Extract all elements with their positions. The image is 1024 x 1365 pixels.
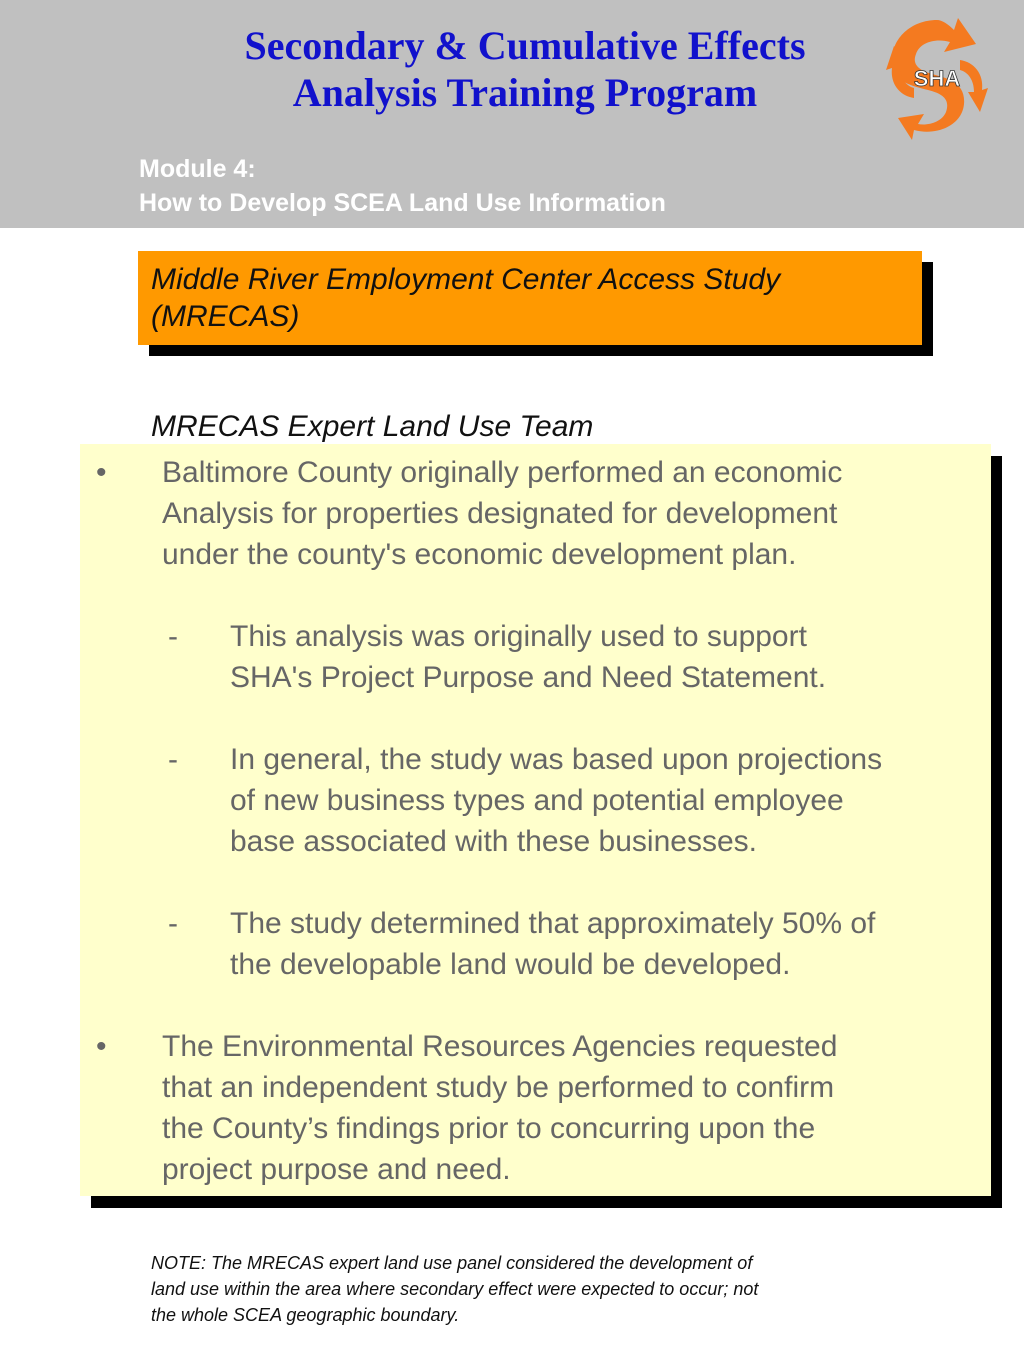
dash-marker: - (168, 743, 178, 776)
sha-logo (884, 16, 990, 140)
title-line-1: Secondary & Cumulative Effects (244, 23, 806, 68)
dash-marker: - (168, 620, 178, 653)
bullet-1-line-3: under the county's economic development plan. (162, 538, 797, 571)
bullet-marker: • (96, 456, 107, 489)
sub-3-line-2: the developable land would be developed. (230, 948, 791, 981)
sub-2-line-2: of new business types and potential employee (230, 784, 844, 817)
bullet-2-line-3: the County’s findings prior to concurring upon the (162, 1112, 816, 1145)
banner-line-2: (MRECAS) (151, 300, 300, 333)
bullet-1-line-1: Baltimore County originally performed an economic (162, 456, 843, 489)
note-line-1: NOTE: The MRECAS expert land use panel considered the development of (151, 1253, 753, 1273)
sub-2-line-1: In general, the study was based upon projections (230, 743, 883, 776)
study-banner (138, 251, 922, 345)
logo-text: SHA (913, 66, 961, 91)
module-line-1: Module 4: (139, 155, 256, 183)
module-subtitle (139, 152, 666, 220)
bullet-marker: • (96, 1030, 107, 1063)
footnote (151, 1250, 951, 1328)
bullet-2-line-1: The Environmental Resources Agencies requested (162, 1030, 838, 1063)
title-line-2: Analysis Training Program (292, 70, 758, 115)
note-line-2: land use within the area where secondary effect were expected to occur; not (151, 1279, 759, 1299)
bullet-2-line-4: project purpose and need. (162, 1153, 511, 1186)
banner-line-1: Middle River Employment Center Access Study (151, 263, 781, 296)
sub-1-line-1: This analysis was originally used to support (230, 620, 807, 653)
module-line-2: How to Develop SCEA Land Use Information (139, 189, 666, 217)
sub-2-line-3: base associated with these businesses. (230, 825, 757, 858)
section-heading: MRECAS Expert Land Use Team (151, 410, 594, 443)
bullet-1-line-2: Analysis for properties designated for development (162, 497, 838, 530)
sub-3-line-1: The study determined that approximately 50% of (230, 907, 876, 940)
note-line-3: the whole SCEA geographic boundary. (151, 1305, 460, 1325)
bullet-2-line-2: that an independent study be performed to confirm (162, 1071, 835, 1104)
sub-1-line-2: SHA's Project Purpose and Need Statement. (230, 661, 827, 694)
dash-marker: - (168, 907, 178, 940)
header-band (0, 0, 1024, 228)
page-title (150, 22, 900, 116)
